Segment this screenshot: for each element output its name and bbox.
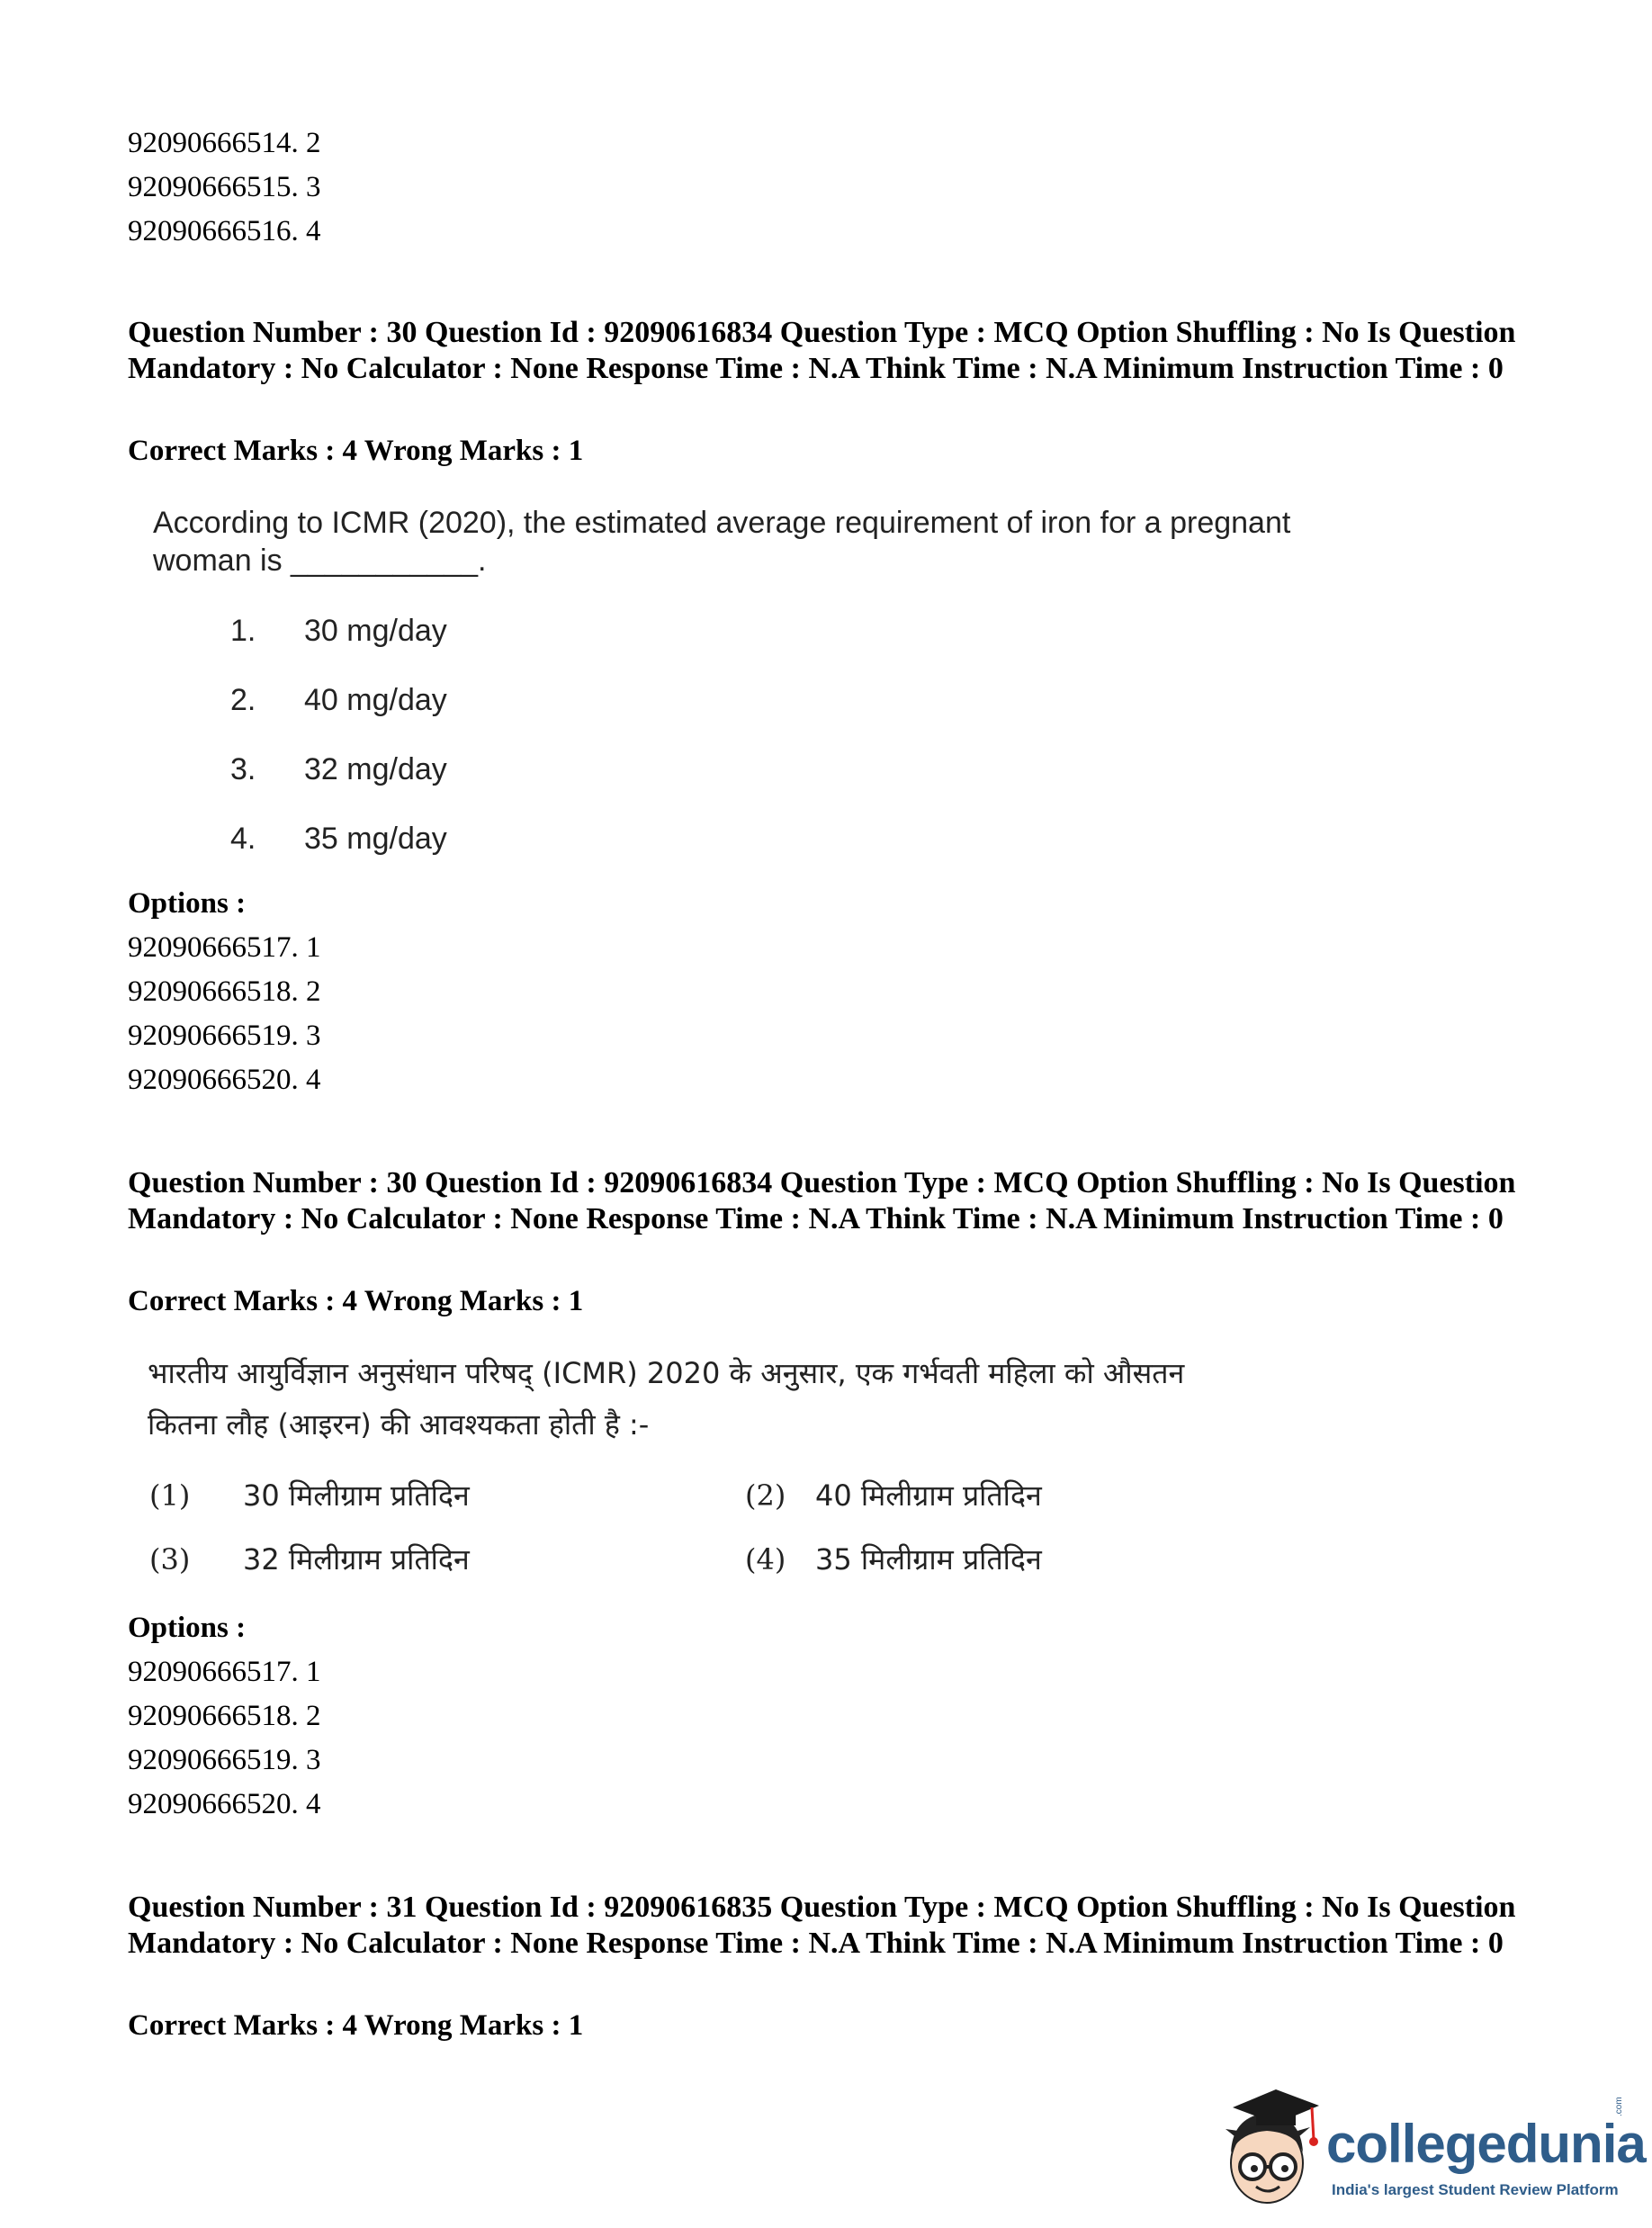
choice-number: 4. [230,822,256,856]
question-text-hindi-line2: कितना लौह (आइरन) की आवश्यकता होती है :- [148,1407,650,1442]
option-id-4: 92090666520. 4 [128,1788,321,1820]
choice-1 [230,614,447,649]
question-text: According to ICMR (2020), the estimated average requirement of iron for a pregnant woman is ___________. [153,506,1291,578]
choice-2 [230,683,447,718]
choice-number: 3. [230,752,256,786]
choice-text: 35 मिलीग्राम प्रतिदिन [815,1542,1042,1577]
hindi-choice-4 [745,1540,1042,1578]
question-text-hindi-line1: भारतीय आयुर्विज्ञान अनुसंधान परिषद् (ICMR) 2020 के अनुसार, एक गर्भवती महिला को औसतन [148,1356,1185,1390]
choice-4 [230,822,447,857]
marks-line: Correct Marks : 4 Wrong Marks : 1 [128,2009,584,2042]
hindi-choice-2 [745,1476,1042,1514]
choice-text: 30 mg/day [304,614,447,648]
brand-tagline: India's largest Student Review Platform [1332,2181,1619,2198]
choice-text: 40 मिलीग्राम प्रतिदिन [815,1478,1042,1513]
choice-number: (1) [149,1478,191,1513]
hindi-choice-3 [149,1540,470,1578]
choice-text: 32 mg/day [304,752,447,786]
prev-option-3: 92090666516. 4 [128,215,321,247]
choice-3 [230,752,447,787]
hindi-choice-1 [149,1476,470,1514]
choice-number: 2. [230,683,256,717]
marks-line: Correct Marks : 4 Wrong Marks : 1 [128,1285,584,1317]
brand-name: collegedunia [1326,2114,1646,2174]
options-label: Options : [128,887,247,920]
option-id-3: 92090666519. 3 [128,1020,321,1052]
options-label: Options : [128,1612,247,1644]
brand-domain: .com [1614,2097,1624,2116]
choice-text: 40 mg/day [304,683,447,717]
collegedunia-logo[interactable] [1213,2080,1646,2215]
prev-option-1: 92090666514. 2 [128,127,321,159]
mascot-icon [1213,2080,1330,2215]
prev-option-2: 92090666515. 3 [128,171,321,203]
question-meta: Question Number : 31 Question Id : 92090616835 Question Type : MCQ Option Shuffling : No Is Question Mandatory : No Calculator : None Response Time : N.A Think Time : N.A Minimum Instruction Time : 0 [128,1891,1516,1960]
option-id-1: 92090666517. 1 [128,1656,321,1688]
question-meta: Question Number : 30 Question Id : 92090616834 Question Type : MCQ Option Shuffling : No Is Question Mandatory : No Calculator : None Response Time : N.A Think Time : N.A Minimum Instruction Time : 0 [128,1166,1516,1235]
choice-number: (2) [745,1478,786,1513]
option-id-3: 92090666519. 3 [128,1744,321,1776]
question-meta: Question Number : 30 Question Id : 92090616834 Question Type : MCQ Option Shuffling : No Is Question Mandatory : No Calculator : None Response Time : N.A Think Time : N.A Minimum Instruction Time : 0 [128,316,1516,385]
choice-number: (4) [745,1542,786,1577]
option-id-1: 92090666517. 1 [128,931,321,964]
marks-line: Correct Marks : 4 Wrong Marks : 1 [128,435,584,467]
option-id-2: 92090666518. 2 [128,1700,321,1732]
choice-text: 32 मिलीग्राम प्रतिदिन [243,1542,470,1577]
choice-text: 35 mg/day [304,822,447,856]
option-id-4: 92090666520. 4 [128,1064,321,1096]
choice-text: 30 मिलीग्राम प्रतिदिन [243,1478,470,1513]
choice-number: 1. [230,614,256,648]
choice-number: (3) [149,1542,191,1577]
option-id-2: 92090666518. 2 [128,975,321,1008]
